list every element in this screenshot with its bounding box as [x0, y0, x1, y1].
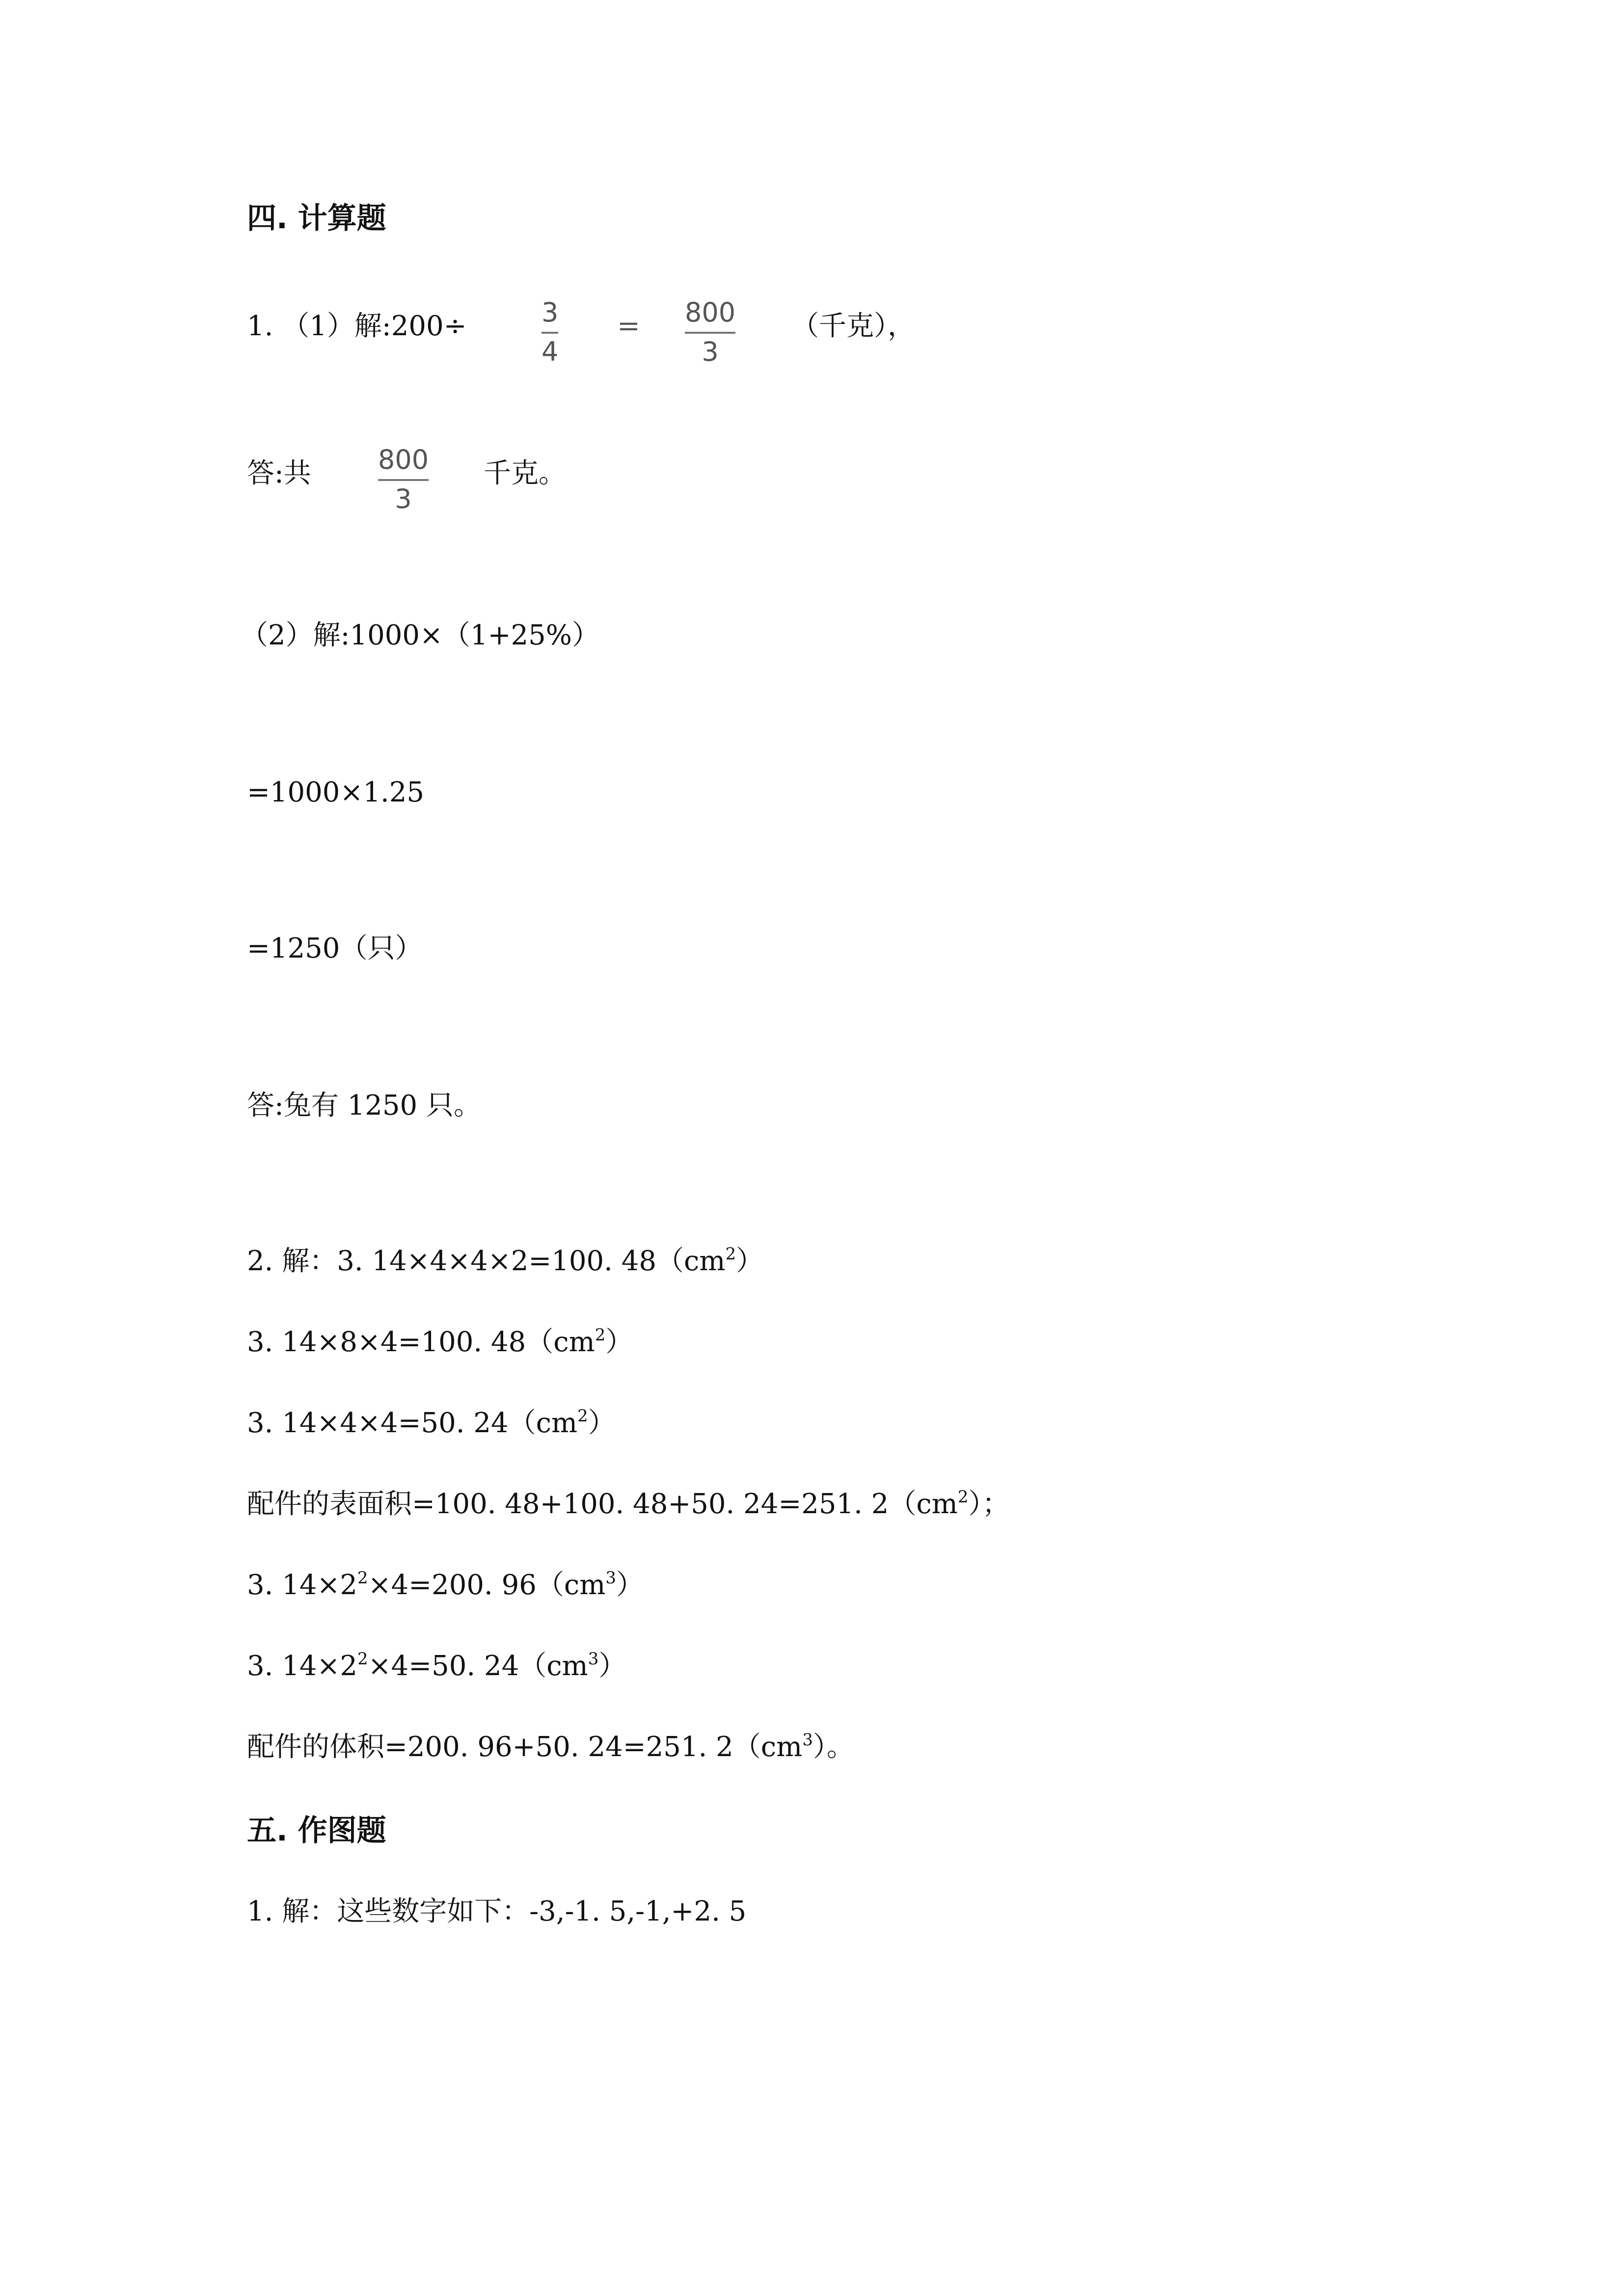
q2-line2-text: 3. 14×8×4=100. 48（cm [247, 1326, 595, 1358]
close-paren: ） [616, 1569, 644, 1601]
fraction-denominator: 4 [541, 336, 559, 367]
superscript-3: 3 [605, 1568, 617, 1588]
fraction-denominator: 3 [395, 483, 412, 514]
close-paren: ） [736, 1245, 764, 1277]
close-paren: ） [588, 1407, 616, 1439]
q2-line7-text: 配件的体积=200. 96+50. 24=251. 2（cm [247, 1731, 803, 1763]
fraction-bar [541, 332, 558, 334]
q2-line1 [247, 1242, 763, 1281]
q1-answer-prefix: 答:共 [247, 457, 311, 489]
fraction-denominator: 3 [702, 336, 719, 367]
q2-surface-area-line [247, 1485, 1010, 1524]
equals-sign: = [617, 310, 640, 342]
superscript-2: 2 [357, 1568, 368, 1588]
fraction-3-over-4 [541, 297, 558, 367]
q2-line7-end: ）。 [812, 1731, 854, 1763]
q1-part1-unit: （千克）， [791, 310, 915, 342]
superscript-2: 2 [725, 1244, 736, 1264]
q2-line6 [247, 1647, 626, 1686]
fraction-800-over-3 [685, 297, 735, 367]
answer-fraction-800-over-3 [378, 445, 429, 514]
q2-line3 [247, 1404, 616, 1443]
q2-line2 [247, 1323, 633, 1362]
close-paren: ） [605, 1326, 633, 1358]
section-heading-drawing: 五. 作图题 [247, 1814, 386, 1848]
section5-q1: 1. 解：这些数字如下：-3,-1. 5,-1,+2. 5 [247, 1896, 747, 1927]
q2-line4-text: 配件的表面积=100. 48+100. 48+50. 24=251. 2（cm [247, 1488, 958, 1520]
close-paren: ） [598, 1650, 626, 1682]
q1-answer-suffix: 千克。 [484, 457, 566, 489]
fraction-numerator: 800 [378, 444, 429, 475]
q2-line4-end: ）； [968, 1488, 1010, 1520]
superscript-2: 2 [595, 1325, 606, 1345]
q2-line5 [247, 1566, 644, 1605]
superscript-2: 2 [957, 1487, 969, 1507]
fraction-numerator: 800 [685, 297, 736, 328]
q1-part2-line1: （2）解:1000×（1+25%） [241, 619, 599, 651]
fraction-bar [378, 479, 429, 481]
q1-part1-prefix: 1. （1）解:200÷ [247, 310, 467, 342]
superscript-3: 3 [802, 1730, 813, 1750]
fraction-bar [685, 332, 735, 334]
superscript-2: 2 [577, 1406, 588, 1426]
superscript-2: 2 [357, 1649, 368, 1669]
fraction-numerator: 3 [541, 297, 559, 328]
superscript-3: 3 [588, 1649, 599, 1669]
q1-part2-line2: =1000×1.25 [247, 776, 425, 808]
q1-part2-line3: =1250（只） [247, 933, 423, 964]
q2-line3-text: 3. 14×4×4=50. 24（cm [247, 1407, 578, 1439]
q2-line5-text-a: 3. 14×2 [247, 1569, 358, 1601]
q1-part2-answer: 答:兔有 1250 只。 [247, 1090, 481, 1121]
section-heading-calculation: 四. 计算题 [247, 201, 386, 236]
q2-volume-line [247, 1728, 854, 1767]
q2-line1-text: 2. 解：3. 14×4×4×2=100. 48（cm [247, 1245, 726, 1277]
q2-line6-text-b: ×4=50. 24（cm [368, 1650, 588, 1682]
q2-line6-text-a: 3. 14×2 [247, 1650, 358, 1682]
q2-line5-text-b: ×4=200. 96（cm [368, 1569, 606, 1601]
